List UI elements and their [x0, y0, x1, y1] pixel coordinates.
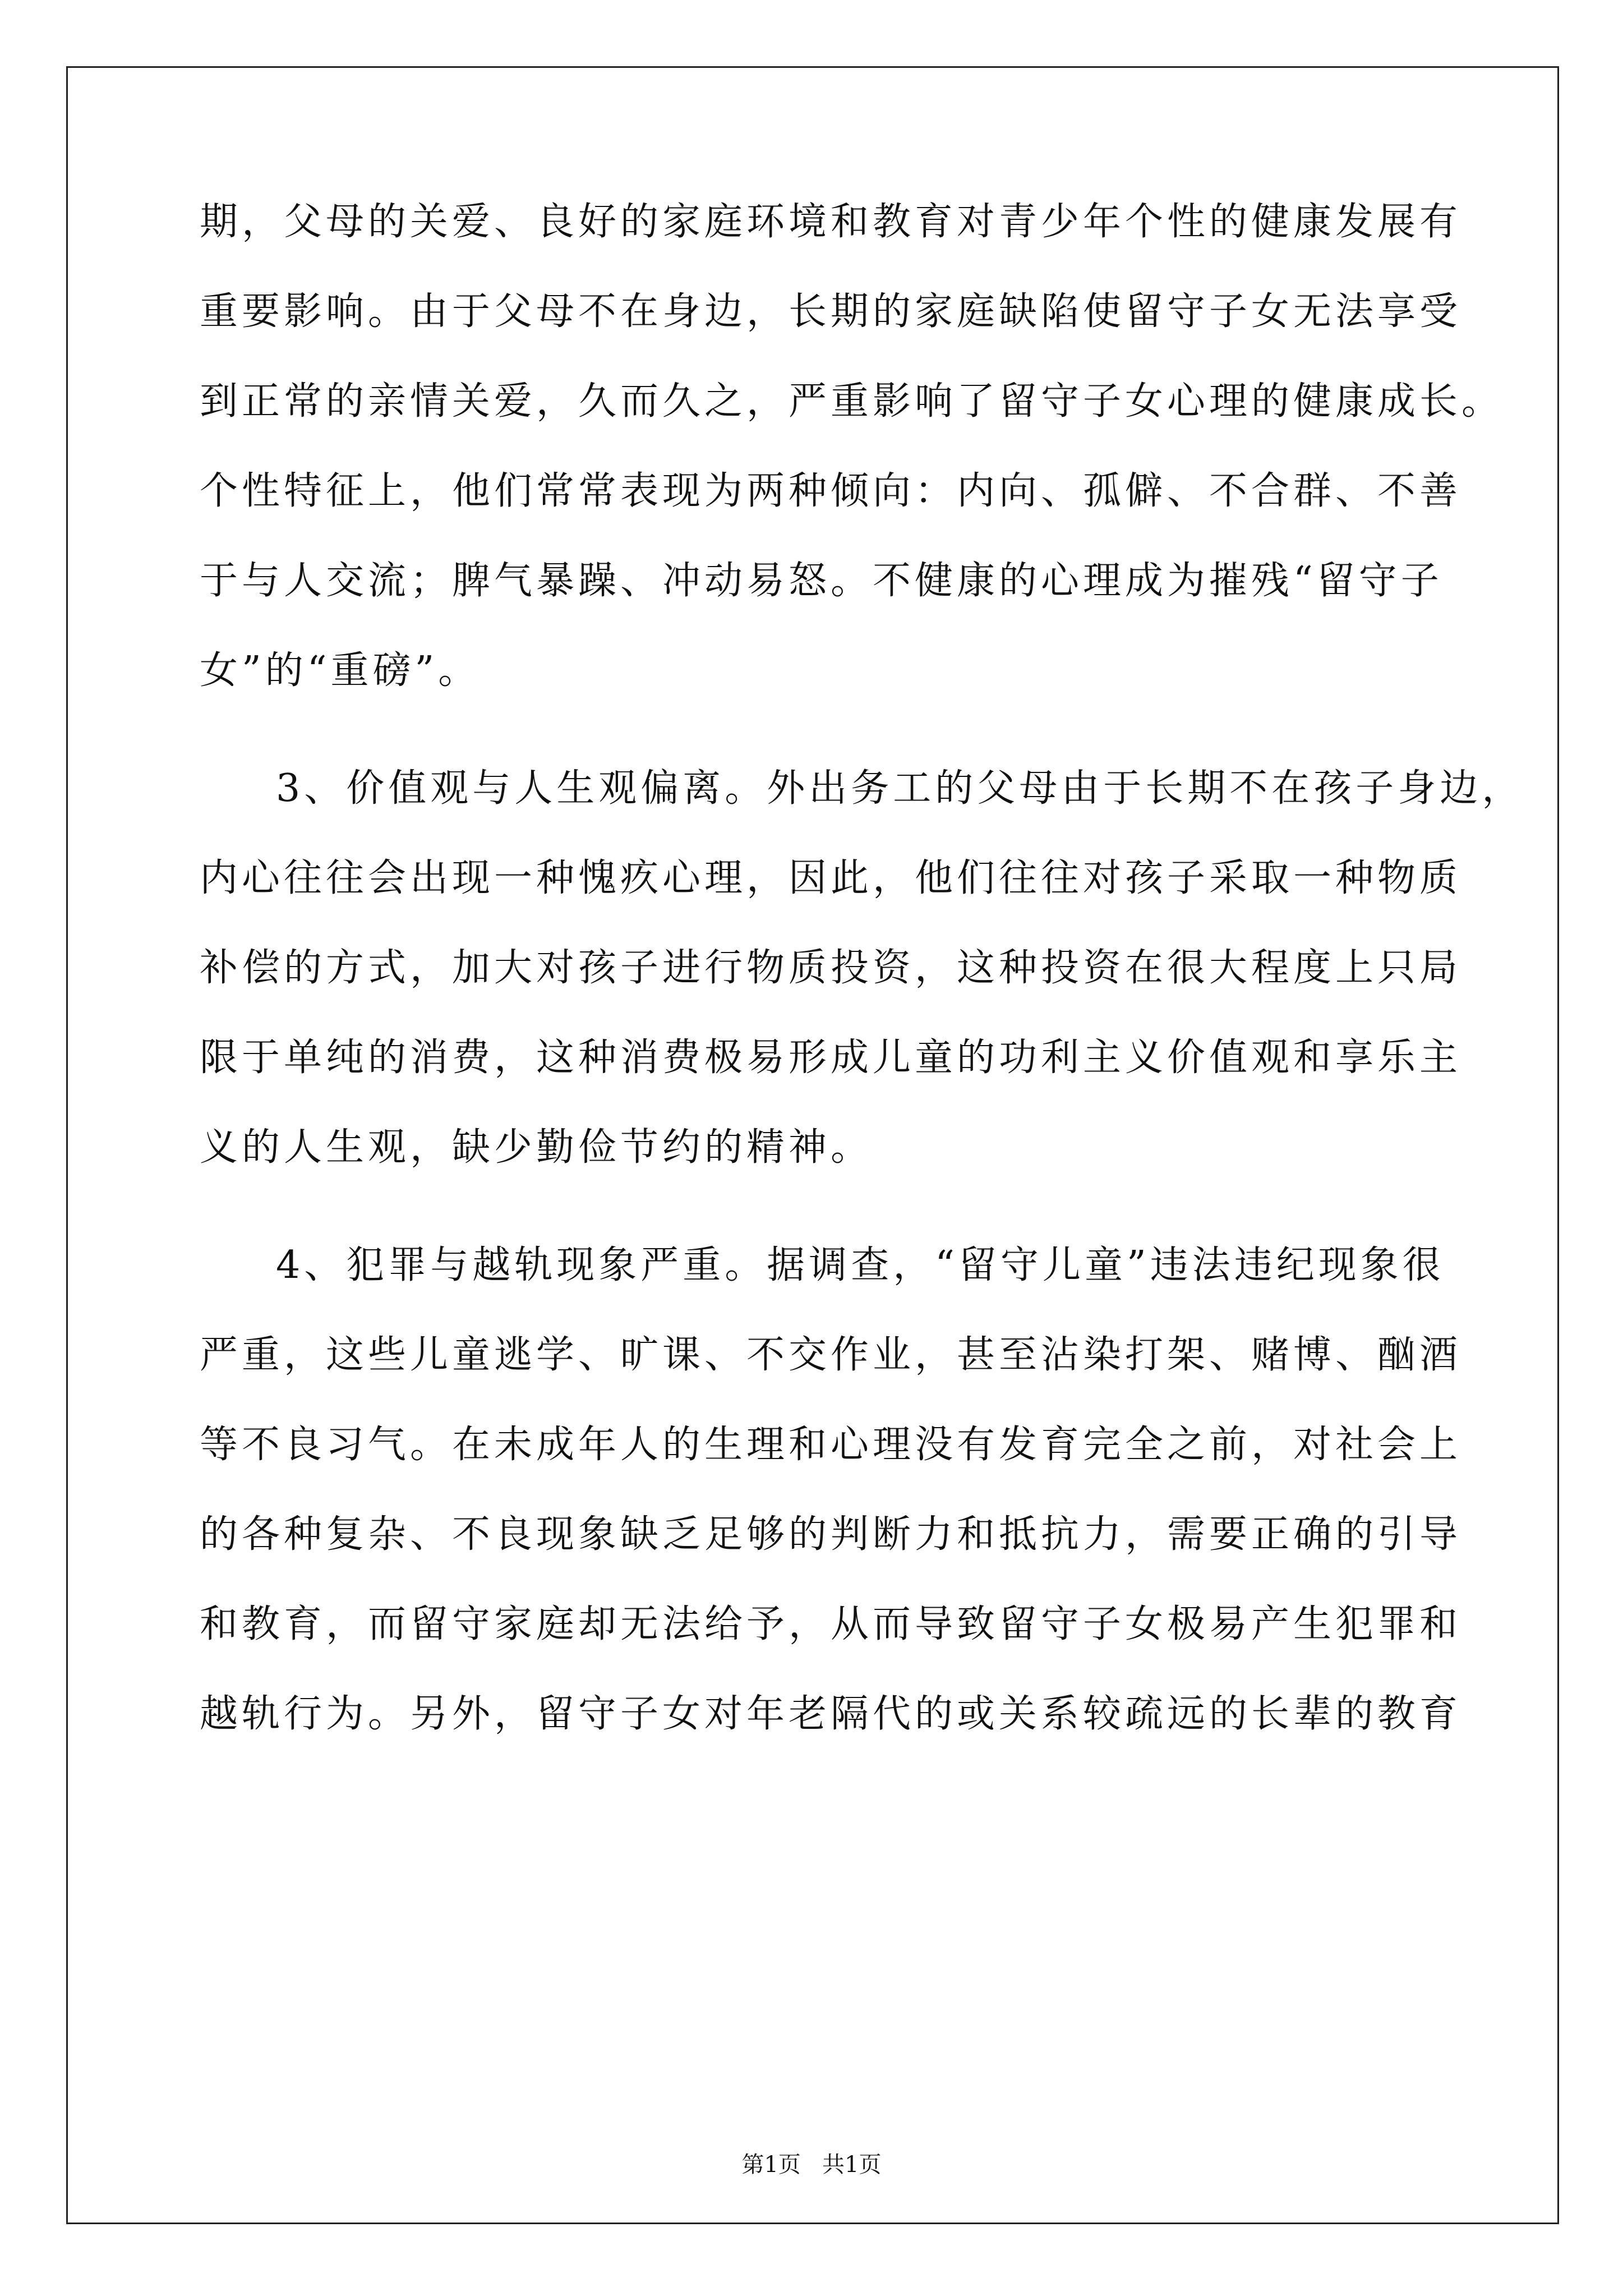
text-line: 严重，这些儿童逃学、旷课、不交作业，甚至沾染打架、赌博、酗酒 [200, 1333, 1462, 1377]
page-number: 第1页 共1页 [741, 2152, 882, 2178]
text-line: 4、犯罪与越轨现象严重。据调查，“留守儿童”违法违纪现象很 [276, 1243, 1445, 1287]
text-line: 重要影响。由于父母不在身边，长期的家庭缺陷使留守子女无法享受 [200, 289, 1462, 334]
text-line: 限于单纯的消费，这种消费极易形成儿童的功利主义价值观和享乐主 [200, 1036, 1462, 1080]
text-line: 义的人生观，缺少勤俭节约的精神。 [200, 1125, 873, 1170]
text-line: 到正常的亲情关爱，久而久之，严重影响了留守子女心理的健康成长。 [200, 379, 1504, 424]
text-line: 的各种复杂、不良现象缺乏足够的判断力和抵抗力，需要正确的引导 [200, 1512, 1462, 1557]
text-line: 越轨行为。另外，留守子女对年老隔代的或关系较疏远的长辈的教育 [200, 1692, 1462, 1736]
text-line: 于与人交流；脾气暴躁、冲动易怒。不健康的心理成为摧残“留守子 [200, 559, 1443, 603]
text-line: 女”的“重磅”。 [200, 648, 481, 693]
text-line: 和教育，而留守家庭却无法给予，从而导致留守子女极易产生犯罪和 [200, 1602, 1462, 1646]
text-line: 3、价值观与人生观偏离。外出务工的父母由于长期不在孩子身边， [276, 766, 1524, 811]
text-line: 期，父母的关爱、良好的家庭环境和教育对青少年个性的健康发展有 [200, 200, 1462, 244]
text-line: 内心往往会出现一种愧疚心理，因此，他们往往对孩子采取一种物质 [200, 856, 1462, 900]
text-line: 个性特征上，他们常常表现为两种倾向：内向、孤僻、不合群、不善 [200, 469, 1462, 513]
text-line: 补偿的方式，加大对孩子进行物质投资，这种投资在很大程度上只局 [200, 946, 1462, 990]
text-line: 等不良习气。在未成年人的生理和心理没有发育完全之前，对社会上 [200, 1423, 1462, 1467]
